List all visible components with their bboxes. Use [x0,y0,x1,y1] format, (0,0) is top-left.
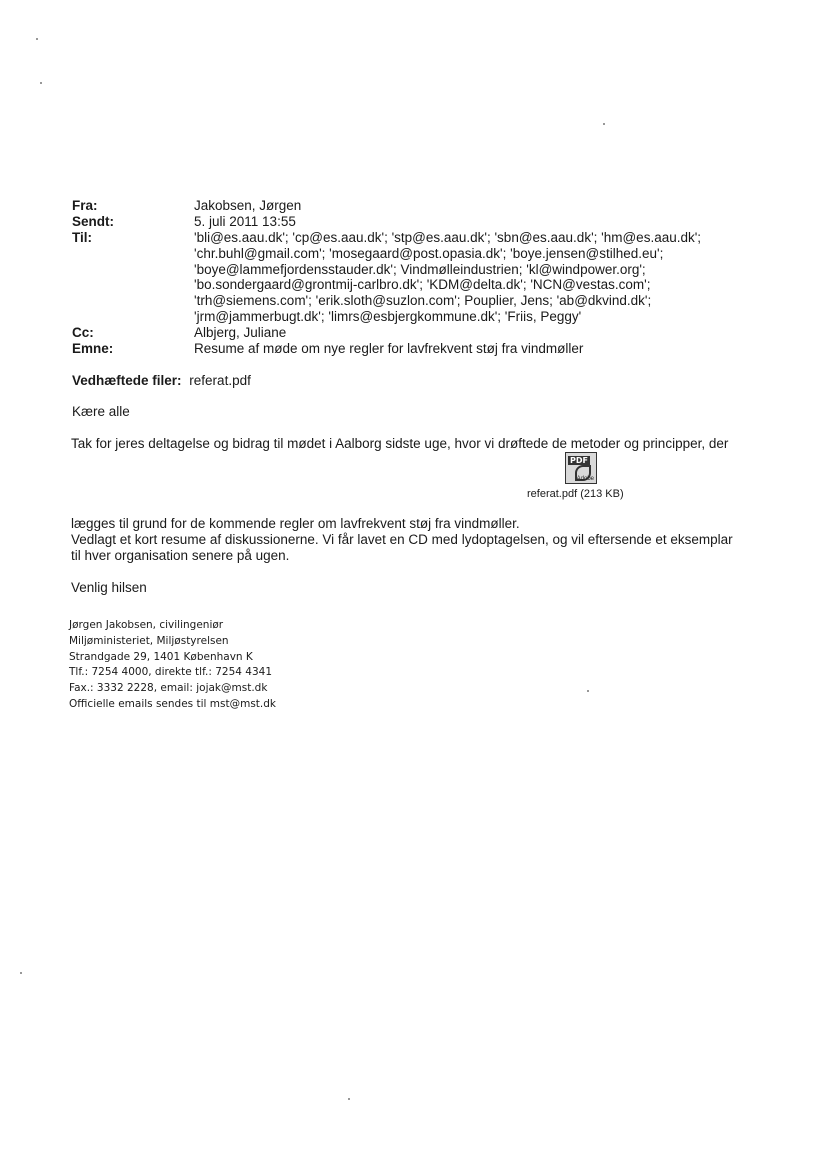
attachments-label: Vedhæftede filer: [72,373,182,388]
greeting: Kære alle [72,404,130,419]
from-label: Fra: [72,198,98,213]
attachments-row [72,373,251,389]
signature-line: Jørgen Jakobsen, civilingeniør [69,619,224,631]
to-line: 'bo.sondergaard@grontmij-carlbro.dk'; 'KDM@delta.dk'; 'NCN@vestas.com'; [194,277,651,293]
subject-label: Emne: [72,341,114,356]
signature-line: Strandgade 29, 1401 København K [69,650,253,663]
subject-value: Resume af møde om nye regler for lavfrekvent støj fra vindmøller [194,341,584,356]
to-line: 'boye@lammefjordensstauder.dk'; Vindmølleindustrien; 'kl@windpower.org'; [194,261,646,277]
to-recipients [194,230,701,325]
to-line: 'jrm@jammerbugt.dk'; 'limrs@esbjergkommune.dk'; 'Friis, Peggy' [194,308,582,324]
cc-value: Albjerg, Juliane [194,325,287,340]
scan-speck [36,38,38,40]
attachment-link[interactable]: referat.pdf [189,373,251,388]
attachment-caption[interactable]: referat.pdf (213 KB) [527,488,624,500]
body-line-2: lægges til grund for de kommende regler om lavfrekvent støj fra vindmøller. [71,516,520,531]
sent-value: 5. juli 2011 13:55 [194,214,296,229]
to-line: 'bli@es.aau.dk'; 'cp@es.aau.dk'; 'stp@es.aau.dk'; 'sbn@es.aau.dk'; 'hm@es.aau.dk'; [194,230,702,245]
scan-speck [40,82,42,84]
from-value: Jakobsen, Jørgen [194,198,302,213]
sent-label: Sendt: [72,214,114,229]
signature-block [69,618,276,713]
adobe-label: Adobe [576,476,594,482]
to-line: 'chr.buhl@gmail.com'; 'mosegaard@post.opasia.dk'; 'boye.jensen@stilhed.eu'; [194,245,664,261]
body-line-3: Vedlagt et kort resume af diskussionerne. Vi får lavet en CD med lydoptagelsen, og vil eftersende et eksemplar [71,532,733,547]
to-label: Til: [72,230,92,245]
signature-line: Officielle emails sendes til mst@mst.dk [69,697,276,710]
signature-line: Tlf.: 7254 4000, direkte tlf.: 7254 4341 [69,666,273,679]
scan-speck [348,1098,350,1100]
body-line-4: til hver organisation senere på ugen. [71,548,290,563]
to-line: 'trh@siemens.com'; 'erik.sloth@suzlon.com'; Pouplier, Jens; 'ab@dkvind.dk'; [194,293,652,309]
pdf-file-icon[interactable] [565,452,597,484]
pdf-tag: PDF [570,456,588,465]
body-line-1: Tak for jeres deltagelse og bidrag til mødet i Aalborg sidste uge, hvor vi drøftede de metoder og principper, der [71,436,729,451]
closing: Venlig hilsen [71,580,147,595]
scan-speck [20,972,22,974]
scan-speck [603,123,605,125]
scan-speck [587,690,589,692]
signature-line: Miljøministeriet, Miljøstyrelsen [69,634,229,647]
cc-label: Cc: [72,325,94,340]
signature-line: Fax.: 3332 2228, email: jojak@mst.dk [69,682,268,695]
